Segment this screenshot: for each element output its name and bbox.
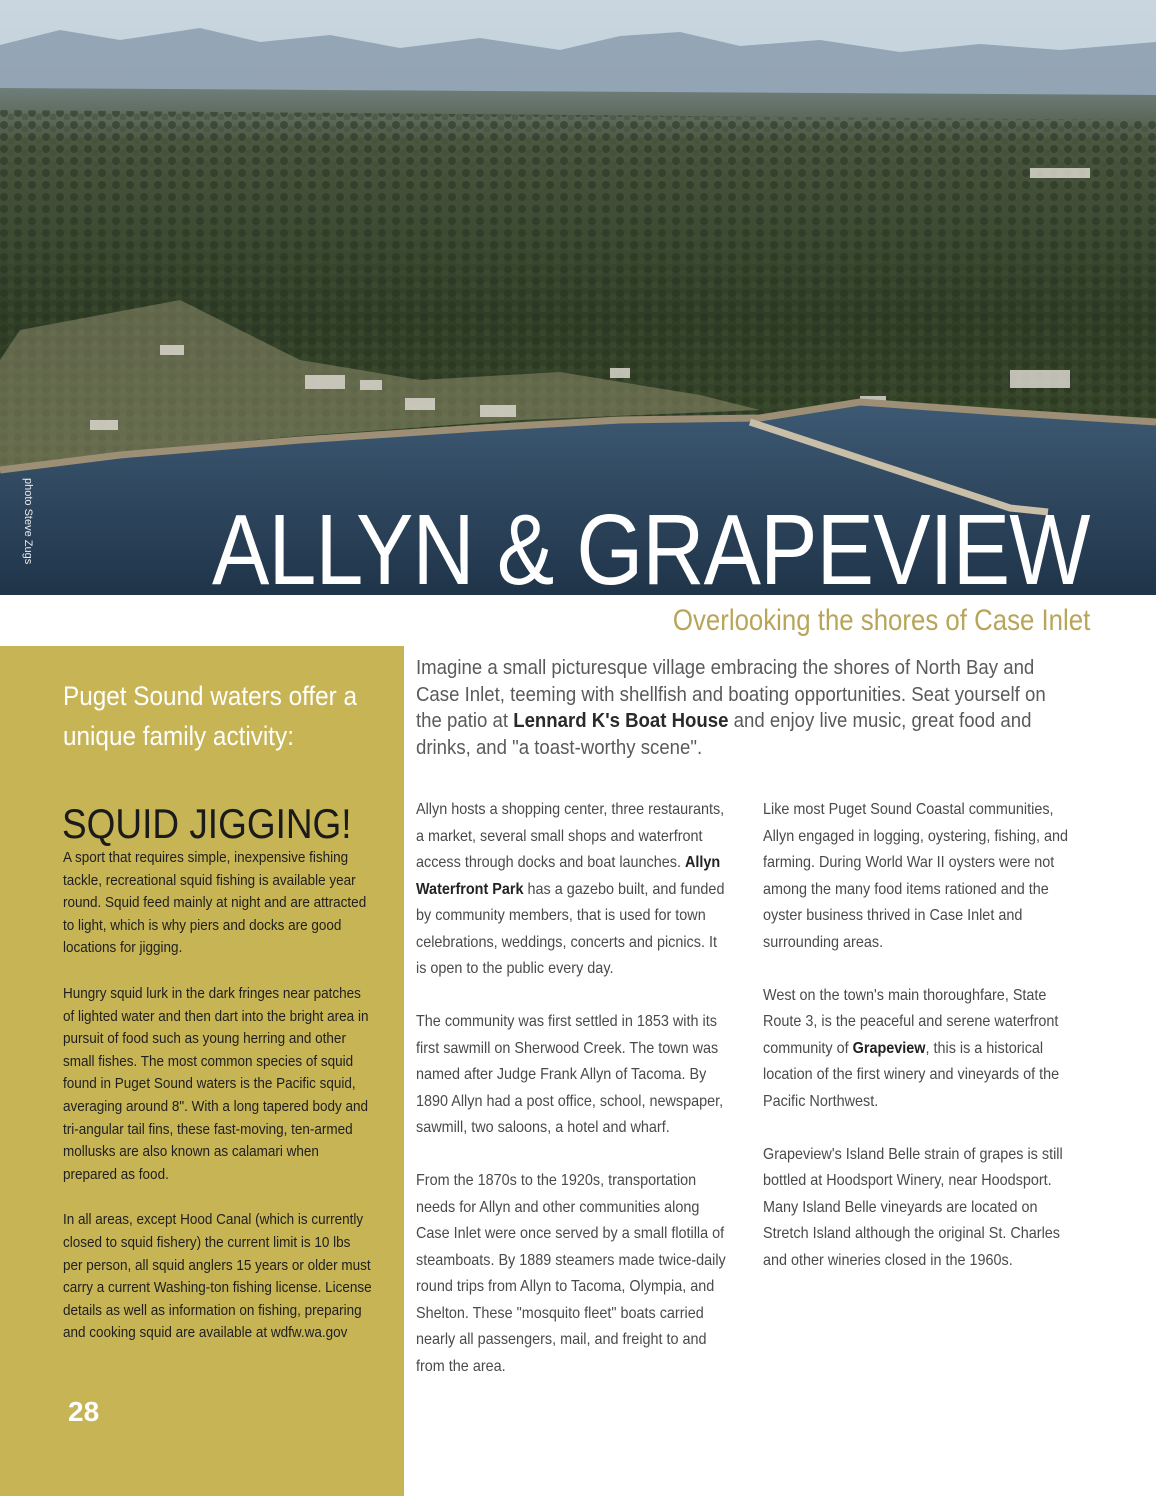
intro-text-end: and enjoy live music, great food and drinks, and "a toast-worthy scene". — [416, 710, 1032, 759]
article-paragraph: Grapeview's Island Belle strain of grapes is still bottled at Hoodsport Winery, near Hoodsport. Many Island Belle vineyards are located on Stretch Island although the original St. Charles and other wineries closed in the 1960s. — [763, 1145, 1063, 1269]
paragraph-text: West on the town's main thoroughfare, State Route 3, is the peaceful and serene waterfront community of — [763, 986, 1059, 1057]
intro-paragraph — [416, 655, 1058, 761]
page-subtitle: Overlooking the shores of Case Inlet — [672, 604, 1090, 637]
sidebar-paragraph: In all areas, except Hood Canal (which is currently closed to squid fishery) the current limit is 10 lbs per person, all squid anglers 15 years or older must carry a current Washing-ton fishing license. License details as well as information on fishing, preparing and cooking squid are available at wdfw.wa.gov — [63, 1211, 372, 1342]
article-paragraph — [416, 797, 731, 983]
paragraph-text: , this is a historical location of the first winery and vineyards of the Pacific Northwest. — [763, 1039, 1060, 1110]
article-column-right — [763, 797, 1078, 1301]
article-paragraph: The community was first settled in 1853 with its first sawmill on Sherwood Creek. The town was named after Judge Frank Allyn of Tacoma. By 1890 Allyn had a post office, school, newspaper, sawmill, two saloons, a hotel and wharf. — [416, 1013, 724, 1136]
sidebar-body — [63, 847, 374, 1368]
sidebar-paragraph: A sport that requires simple, inexpensive fishing tackle, recreational squid fishing is available year round. Squid feed mainly at night and are attracted to light, which is why piers and docks are good locations for jigging. — [63, 849, 367, 957]
bold-park-name: Allyn Waterfront Park — [416, 854, 721, 898]
intro-text: Imagine a small picturesque village embracing the shores of North Bay and Case Inlet, teeming with shellfish and boating opportunities. Seat yourself on the patio at — [416, 657, 1046, 732]
article-paragraph: From the 1870s to the 1920s, transportation needs for Allyn and other communities along Case Inlet were once served by a small flotilla of steamboats. By 1889 steamers made twice-daily round trips from Allyn to Tacoma, Olympia, and Shelton. These "mosquito fleet" boats carried nearly all passengers, mail, and freight to and from the area. — [416, 1172, 726, 1375]
bold-place-name: Grapeview — [852, 1039, 926, 1057]
article-column-left — [416, 797, 731, 1407]
sidebar-paragraph: Hungry squid lurk in the dark fringes near patches of lighted water and then dart into the bright area in pursuit of food such as young herring and other small fishes. The most common species of squid found in Puget Sound waters is the Pacific squid, averaging around 8". With a long tapered body and tri-angular tail fins, these fast-moving, ten-armed mollusks are also known as calamari when prepared as food. — [63, 984, 369, 1183]
paragraph-text: Allyn hosts a shopping center, three restaurants, a market, several small shops and waterfront access through docks and boat launches. — [416, 801, 725, 871]
sidebar-intro: Puget Sound waters offer a unique family activity: — [63, 681, 358, 751]
intro-bold-business: Lennard K's Boat House — [513, 710, 729, 732]
page-number: 28 — [68, 1396, 100, 1427]
photo-credit: photo Steve Zugs — [22, 478, 34, 565]
sidebar-title: SQUID JIGGING! — [62, 800, 352, 847]
paragraph-text: has a gazebo built, and funded by community members, that is used for town celebrations, weddings, concerts and picnics. It is open to the public every day. — [416, 880, 725, 977]
article-paragraph — [763, 983, 1078, 1116]
page-title: ALLYN & GRAPEVIEW — [212, 494, 1090, 606]
article-paragraph: Like most Puget Sound Coastal communities, Allyn engaged in logging, oystering, fishing, and farming. During World War II oysters were not among the many food items rationed and the oyster business thrived in Case Inlet and surrounding areas. — [763, 801, 1069, 951]
